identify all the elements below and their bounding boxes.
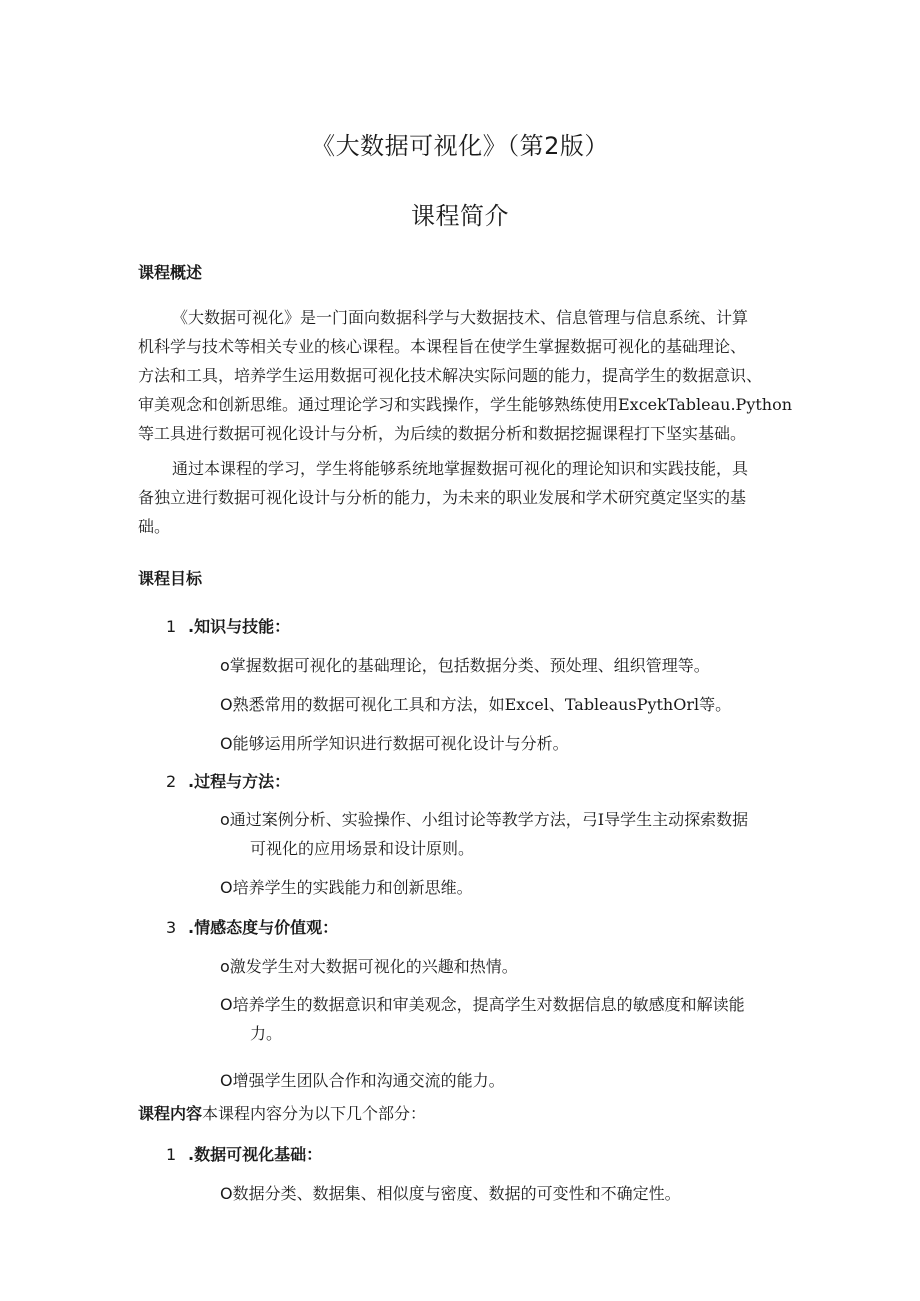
list-item [220, 731, 569, 754]
paragraph-line: 础。 [138, 517, 171, 536]
section-title: .情感态度与价值观： [188, 918, 339, 937]
list-item-text: 通过案例分析、实验操作、小组讨论等教学方法，弓I导学生主动探索数据 [229, 810, 749, 829]
bullet-icon: O [220, 1184, 233, 1203]
paragraph-line: 方法和工具，培养学生运用数据可视化技术解决实际问题的能力，提高学生的数据意识、 [138, 366, 763, 385]
section-title: .过程与方法： [188, 772, 291, 791]
paragraph-line: 备独立进行数据可视化设计与分析的能力，为未来的职业发展和学术研究奠定坚实的基 [138, 488, 747, 507]
section-number: 1 [166, 1145, 177, 1164]
list-item-continuation: 力。 [250, 1024, 283, 1043]
overview-heading: 课程概述 [138, 263, 203, 282]
list-item [220, 954, 518, 977]
list-item [220, 807, 748, 859]
overview-paragraph-1 [138, 303, 793, 448]
bullet-icon: O [220, 1071, 233, 1090]
list-item-text: 增强学生团队合作和沟通交流的能力。 [232, 1071, 505, 1090]
paragraph-line: 等工具进行数据可视化设计与分析，为后续的数据分析和数据挖掘课程打下坚实基础。 [138, 424, 747, 443]
paragraph-line: 通过本课程的学习，学生将能够系统地掌握数据可视化的理论知识和实践技能，具 [172, 459, 749, 478]
content-section-1 [166, 1142, 322, 1165]
goals-section-1 [166, 614, 290, 637]
content-heading-line [138, 1101, 426, 1124]
list-item [220, 653, 710, 676]
section-title: .知识与技能： [188, 617, 291, 636]
list-item-text: 培养学生的实践能力和创新思维。 [232, 878, 473, 897]
list-item-continuation: 可视化的应用场景和设计原则。 [250, 839, 475, 858]
bullet-icon: O [220, 995, 233, 1014]
goals-section-3 [166, 915, 338, 938]
list-item-text: 掌握数据可视化的基础理论，包括数据分类、预处理、组织管理等。 [229, 656, 710, 675]
goals-heading: 课程目标 [138, 569, 203, 588]
list-item [220, 875, 473, 898]
bullet-icon: O [220, 695, 233, 714]
bullet-icon: o [220, 957, 230, 976]
list-item-text: 培养学生的数据意识和审美观念，提高学生对数据信息的敏感度和解读能 [232, 995, 745, 1014]
bullet-icon: O [220, 734, 233, 753]
paragraph-line: 审美观念和创新思维。通过理论学习和实践操作，学生能够熟练使用ExcekTableau.Python [138, 395, 793, 414]
section-number: 2 [166, 772, 177, 791]
goals-section-2 [166, 769, 290, 792]
paragraph-line: 机科学与技术等相关专业的核心课程。本课程旨在使学生掌握数据可视化的基础理论、 [138, 337, 747, 356]
document-subtitle: 课程简介 [411, 202, 509, 230]
list-item [220, 692, 731, 715]
list-item-text: 数据分类、数据集、相似度与密度、数据的可变性和不确定性。 [232, 1184, 681, 1203]
list-item-text: 激发学生对大数据可视化的兴趣和热情。 [229, 957, 518, 976]
list-item [220, 1068, 505, 1091]
list-item-text: 能够运用所学知识进行数据可视化设计与分析。 [232, 734, 569, 753]
document-title: 《大数据可视化》（第2版） [311, 132, 609, 160]
section-number: 1 [166, 617, 177, 636]
list-item [220, 992, 745, 1044]
paragraph-line: 《大数据可视化》是一门面向数据科学与大数据技术、信息管理与信息系统、计算 [172, 308, 749, 327]
overview-paragraph-2 [138, 454, 790, 541]
bullet-icon: o [220, 810, 230, 829]
content-intro: 本课程内容分为以下几个部分： [202, 1104, 427, 1123]
list-item-text: 熟悉常用的数据可视化工具和方法，如Excel、TableausPythOrl等。 [232, 695, 732, 714]
section-number: 3 [166, 918, 177, 937]
bullet-icon: O [220, 878, 233, 897]
bullet-icon: o [220, 656, 230, 675]
list-item [220, 1181, 681, 1204]
content-heading: 课程内容 [138, 1104, 203, 1123]
section-title: .数据可视化基础： [188, 1145, 323, 1164]
